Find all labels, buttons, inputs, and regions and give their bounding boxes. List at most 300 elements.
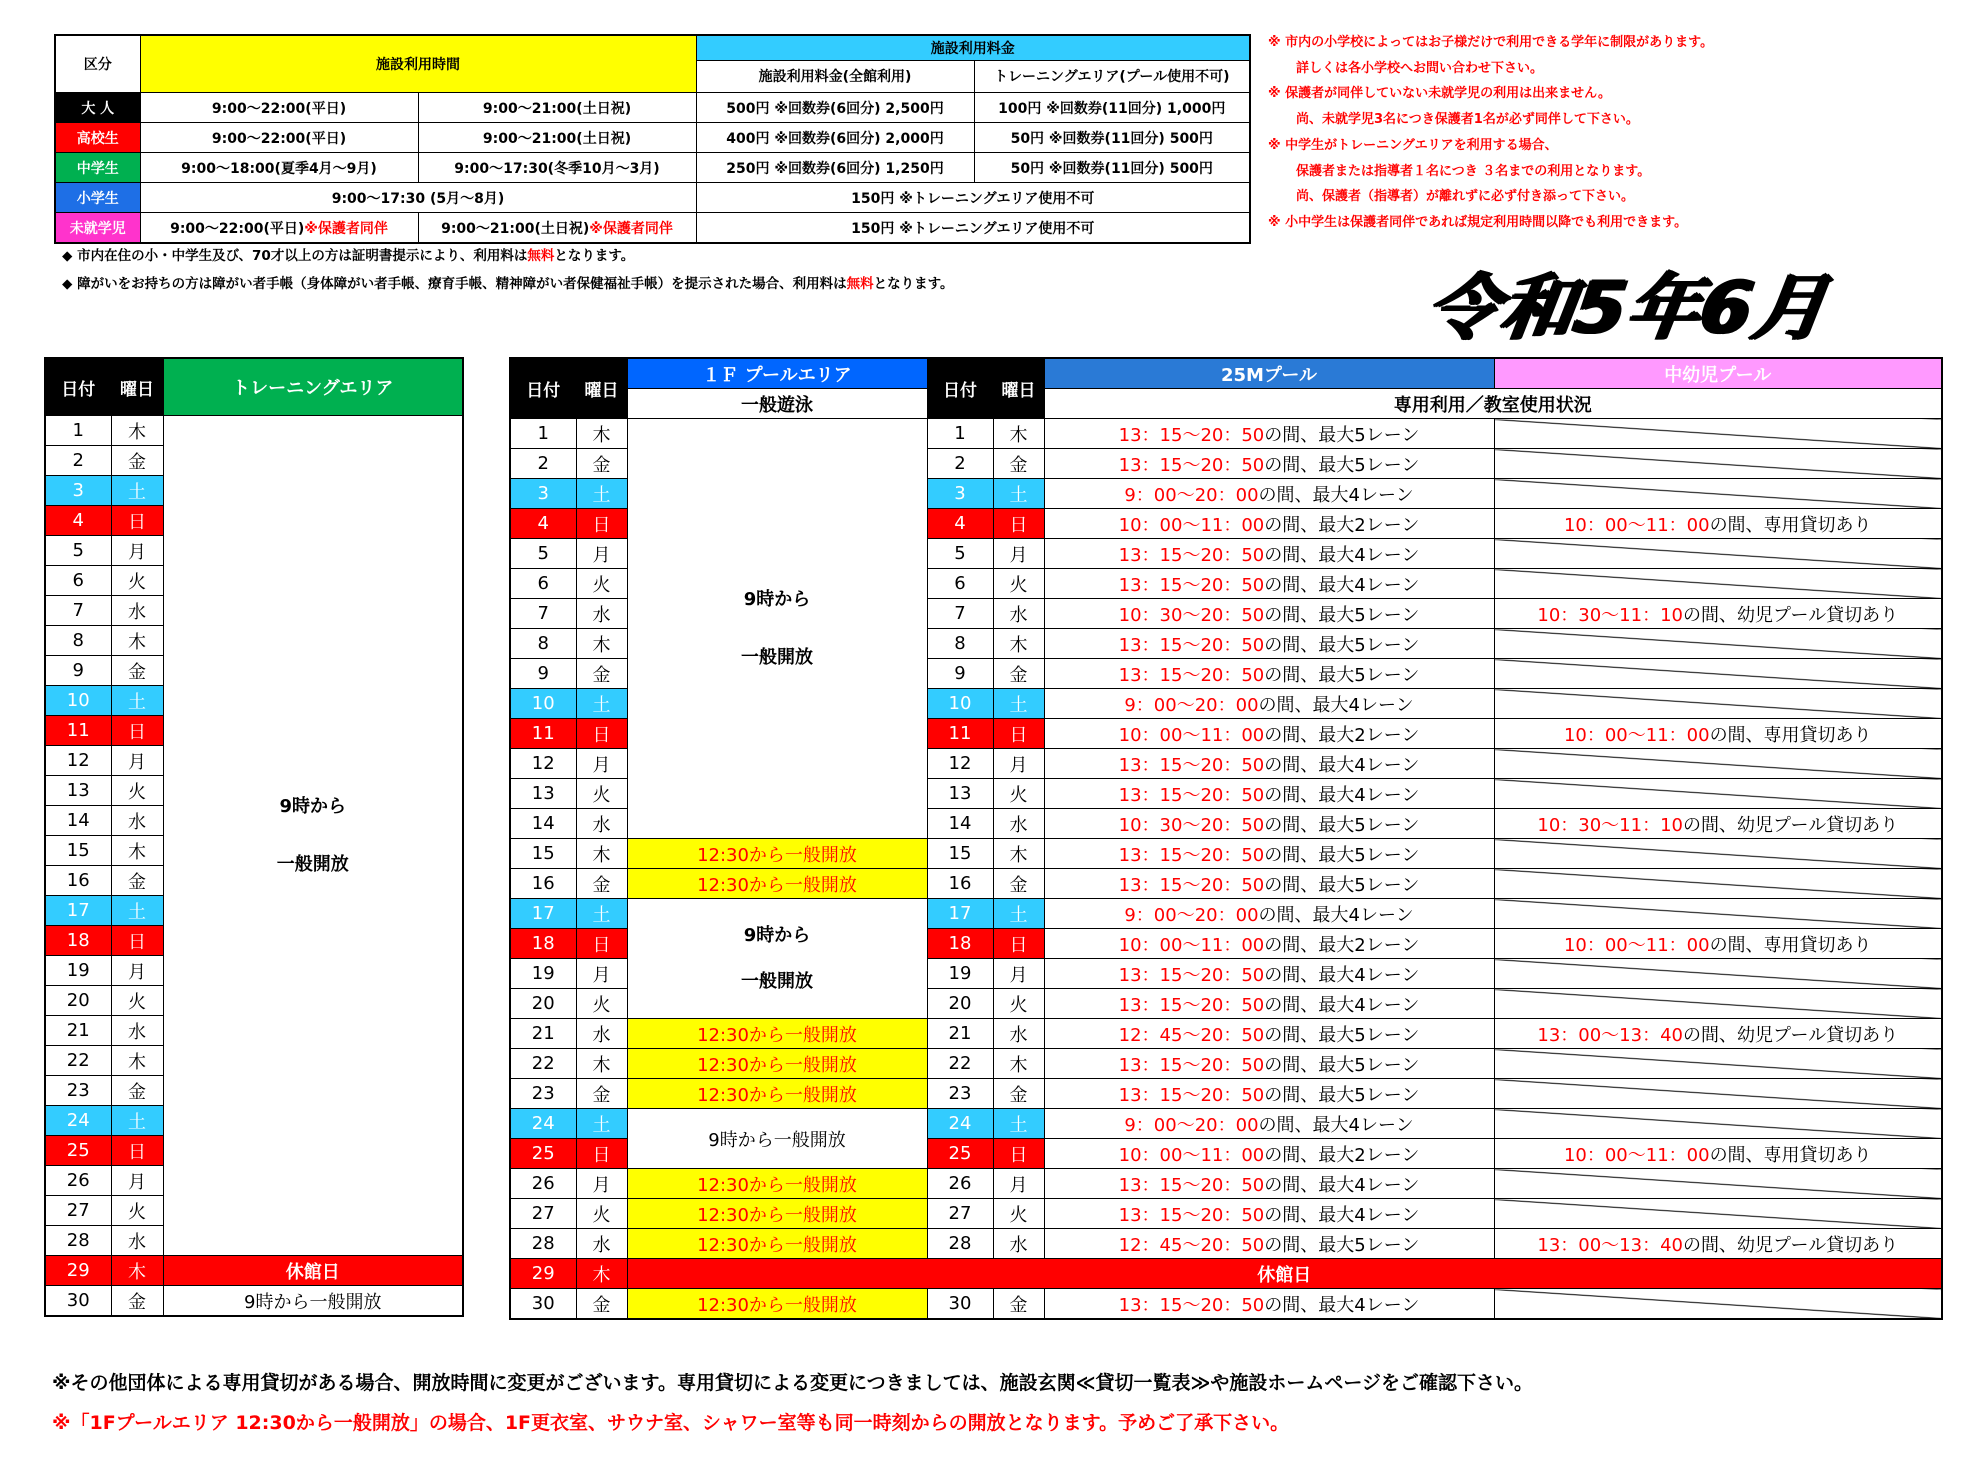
fee-training-header: トレーニングエリア(プール使用不可) [974,60,1250,92]
usage-lanes: の間、最大4レーン [1264,1174,1420,1196]
kids-pool-empty-cell [1494,749,1942,779]
weekday-cell: 水 [576,599,627,629]
date-cell: 22 [45,1046,111,1076]
date-cell: 6 [927,569,993,599]
usage-time: 10：00～11：00 [1118,724,1265,746]
weekday-cell: 日 [111,1136,163,1166]
weekday-cell: 金 [111,1286,163,1317]
weekday-cell: 火 [993,779,1044,809]
general-swim-header: 一般遊泳 [627,389,927,419]
usage-note: の間、幼児プール貸切あり [1683,1234,1899,1256]
weekday-cell: 月 [993,959,1044,989]
weekday-cell: 月 [993,1169,1044,1199]
fee-training: 50円 ※回数券(11回分) 500円 [974,153,1250,183]
date-cell: 30 [510,1289,576,1320]
weekday-cell: 金 [111,656,163,686]
usage-lanes: の間、最大5レーン [1264,1054,1420,1076]
weekday-cell: 土 [576,689,627,719]
weekday-cell: 日 [993,719,1044,749]
calendar-row [510,899,1942,929]
date-cell: 27 [510,1199,576,1229]
date-cell: 22 [927,1049,993,1079]
date-cell: 12 [510,749,576,779]
date-cell: 4 [510,509,576,539]
date-cell: 28 [45,1226,111,1256]
usage-time: 10：30～11：10 [1537,814,1683,836]
usage-lanes: の間、最大2レーン [1264,514,1420,536]
pool-25m-usage-cell [1044,719,1494,749]
weekday-cell: 金 [576,659,627,689]
usage-lanes: の間、最大5レーン [1264,1234,1420,1256]
kids-pool-empty-cell [1494,989,1942,1019]
usage-time: 13：15～20：50 [1118,664,1265,686]
weekday-cell: 月 [111,1166,163,1196]
usage-time: 13：15～20：50 [1118,544,1265,566]
general-swim-1230-cell: 12:30から一般開放 [627,1049,927,1079]
kids-pool-usage-cell [1494,1229,1942,1259]
fees-header: 施設利用料金 [696,35,1250,60]
usage-time: 13：15～20：50 [1118,874,1265,896]
weekday-cell: 水 [111,806,163,836]
date-cell: 23 [45,1076,111,1106]
calendar-row [510,1289,1942,1320]
weekday-cell: 木 [993,629,1044,659]
weekday-cell: 土 [993,899,1044,929]
note-text: ◆ 障がいをお持ちの方は障がい者手帳（身体障がい者手帳、療育手帳、精神障がい者保健福祉手帳）を提示された場合、利用料は [62,276,847,292]
weekday-cell: 木 [576,419,627,449]
general-swim-1230-cell: 12:30から一般開放 [627,1169,927,1199]
weekday-cell: 土 [111,476,163,506]
kids-pool-empty-cell [1494,839,1942,869]
free-label: 無料 [846,276,874,292]
month-title: 令和5年6月 [1421,266,1834,350]
calendar-row [45,1286,463,1317]
date-cell: 18 [927,929,993,959]
weekday-cell: 月 [993,749,1044,779]
kids-pool-empty-cell [1494,959,1942,989]
training-area-header: トレーニングエリア [163,358,463,416]
date-cell: 15 [927,839,993,869]
general-swim-1230-cell: 12:30から一般開放 [627,1229,927,1259]
weekday-cell: 水 [111,1016,163,1046]
pool-25m-usage-cell [1044,599,1494,629]
calendar-row [510,1049,1942,1079]
general-swim-1230-cell: 12:30から一般開放 [627,869,927,899]
calendar-row [510,869,1942,899]
weekday-cell: 土 [993,1109,1044,1139]
usage-status-header: 専用利用／教室使用状況 [1044,389,1942,419]
pool-25m-usage-cell [1044,1109,1494,1139]
usage-time: 10：30～20：50 [1118,814,1265,836]
note-line: 尚、未就学児3名につき保護者1名が必ず同伴して下さい。 [1296,112,1639,128]
date-cell: 27 [927,1199,993,1229]
weekday-cell: 木 [111,1256,163,1286]
weekday-cell: 金 [993,449,1044,479]
usage-time: 10：00～11：00 [1118,1144,1265,1166]
note-text: となります。 [554,248,635,264]
hours-text: 9:00～22:00(平日) [170,220,305,237]
hours-weekday: 9:00～22:00(平日) [140,123,418,153]
pool-25m-usage-cell [1044,779,1494,809]
weekday-cell: 火 [576,569,627,599]
weekday-cell: 木 [576,1259,627,1289]
usage-time: 12：45～20：50 [1118,1234,1265,1256]
usage-time: 13：15～20：50 [1118,754,1265,776]
weekday-cell: 月 [576,1169,627,1199]
kubun-header: 区分 [55,35,140,93]
day-header: 曜日 [111,358,163,416]
weekday-cell: 火 [111,986,163,1016]
weekday-cell: 日 [993,509,1044,539]
kids-pool-empty-cell [1494,869,1942,899]
usage-time: 10：30～11：10 [1537,604,1683,626]
pool-calendar [509,357,1943,1320]
date-cell: 30 [45,1286,111,1317]
date-cell: 8 [927,629,993,659]
pool-25m-header: 25Mプール [1044,358,1494,389]
date-cell: 7 [45,596,111,626]
note-line: ※ 小中学生は保護者同伴であれば規定利用時間以降でも利用できます。 [1268,214,1688,230]
pool-25m-usage-cell [1044,689,1494,719]
kids-pool-empty-cell [1494,1079,1942,1109]
weekday-cell: 木 [111,626,163,656]
kids-pool-empty-cell [1494,689,1942,719]
pool-25m-usage-cell [1044,1199,1494,1229]
general-swim-1230-cell: 12:30から一般開放 [627,1019,927,1049]
weekday-cell: 月 [576,959,627,989]
hours-weekday: 9:00～22:00(平日) [140,93,418,123]
weekday-cell: 水 [993,599,1044,629]
date-cell: 4 [45,506,111,536]
date-cell: 15 [45,836,111,866]
date-cell: 24 [927,1109,993,1139]
weekday-cell: 火 [576,779,627,809]
date-cell: 2 [45,446,111,476]
usage-time: 13：15～20：50 [1118,454,1265,476]
date-cell: 22 [510,1049,576,1079]
date-cell: 13 [510,779,576,809]
usage-note: の間、専用貸切あり [1709,514,1872,536]
pool-25m-usage-cell [1044,929,1494,959]
usage-lanes: の間、最大4レーン [1264,544,1420,566]
fee-training: 100円 ※回数券(11回分) 1,000円 [974,93,1250,123]
kids-pool-empty-cell [1494,539,1942,569]
usage-lanes: の間、最大5レーン [1264,454,1420,476]
weekday-cell: 水 [576,809,627,839]
weekday-cell: 金 [993,659,1044,689]
weekday-cell: 金 [576,1289,627,1320]
general-swim-open-cell [627,899,927,1019]
weekday-cell: 日 [111,506,163,536]
pool-25m-usage-cell [1044,1229,1494,1259]
free-note-residents [62,242,954,270]
date-header: 日付 [45,358,111,416]
note-line: 詳しくは各小学校へお問い合わせ下さい。 [1296,60,1544,76]
pool-25m-usage-cell [1044,749,1494,779]
kids-pool-usage-cell [1494,1139,1942,1169]
pool-25m-usage-cell [1044,899,1494,929]
usage-lanes: の間、最大2レーン [1264,724,1420,746]
hours-text: 9:00～21:00(土日祝) [441,220,590,237]
usage-lanes: の間、最大2レーン [1264,1144,1420,1166]
fee-training: 50円 ※回数券(11回分) 500円 [974,123,1250,153]
date-cell: 17 [45,896,111,926]
usage-lanes: の間、最大5レーン [1264,634,1420,656]
usage-lanes: の間、最大4レーン [1258,904,1414,926]
date-cell: 7 [927,599,993,629]
usage-lanes: の間、最大4レーン [1258,484,1414,506]
date-cell: 24 [45,1106,111,1136]
pool-25m-usage-cell [1044,959,1494,989]
date-cell: 11 [45,716,111,746]
weekday-cell: 金 [576,449,627,479]
guardian-note: ※保護者同伴 [589,220,673,237]
weekday-cell: 土 [576,899,627,929]
date-cell: 13 [45,776,111,806]
usage-time: 13：15～20：50 [1118,1084,1265,1106]
weekday-cell: 水 [576,1019,627,1049]
usage-note: の間、専用貸切あり [1709,934,1872,956]
date-cell: 11 [510,719,576,749]
pool-25m-usage-cell [1044,809,1494,839]
date-cell: 28 [510,1229,576,1259]
usage-time: 13：15～20：50 [1118,784,1265,806]
weekday-cell: 日 [111,926,163,956]
date-cell: 25 [45,1136,111,1166]
pool-25m-usage-cell [1044,1079,1494,1109]
training-open-cell [163,416,463,1256]
date-cell: 27 [45,1196,111,1226]
weekday-cell: 火 [111,776,163,806]
weekday-cell: 水 [576,1229,627,1259]
fee-row-preschool [55,213,1250,244]
date-cell: 9 [510,659,576,689]
date-cell: 8 [45,626,111,656]
weekday-cell: 水 [993,809,1044,839]
weekday-cell: 日 [993,929,1044,959]
usage-time: 13：00～13：40 [1537,1234,1683,1256]
date-cell: 6 [45,566,111,596]
date-cell: 14 [927,809,993,839]
category-label: 高校生 [55,123,140,153]
calendar-row [45,416,463,446]
date-cell: 26 [927,1169,993,1199]
usage-time: 13：15～20：50 [1118,1054,1265,1076]
weekday-cell: 火 [993,1199,1044,1229]
usage-lanes: の間、最大4レーン [1264,754,1420,776]
weekday-cell: 月 [111,956,163,986]
day-header: 曜日 [993,358,1044,419]
category-label: 大 人 [55,93,140,123]
date-cell: 16 [510,869,576,899]
date-cell: 8 [510,629,576,659]
weekday-cell: 木 [576,1049,627,1079]
usage-time: 10：30～20：50 [1118,604,1265,626]
date-header: 日付 [510,358,576,419]
notes-right [1268,30,1713,236]
category-label: 小学生 [55,183,140,213]
usage-time: 13：15～20：50 [1118,1294,1265,1316]
pool-25m-usage-cell [1044,1139,1494,1169]
weekday-cell: 木 [111,1046,163,1076]
usage-time: 9：00～20：00 [1124,484,1259,506]
weekday-cell: 日 [111,716,163,746]
pool-25m-usage-cell [1044,449,1494,479]
date-cell: 19 [510,959,576,989]
kids-pool-usage-cell [1494,1019,1942,1049]
usage-time: 10：00～11：00 [1118,934,1265,956]
open-line: 9時から [743,588,811,610]
open-line: 一般開放 [741,646,813,668]
weekday-cell: 金 [993,869,1044,899]
date-cell: 29 [510,1259,576,1289]
open-line: 一般開放 [276,853,349,875]
usage-time: 13：15～20：50 [1118,964,1265,986]
date-cell: 26 [510,1169,576,1199]
date-cell: 10 [927,689,993,719]
weekday-cell: 日 [576,929,627,959]
date-cell: 24 [510,1109,576,1139]
weekday-cell: 木 [576,839,627,869]
fee-all-header: 施設利用料金(全館利用) [696,60,974,92]
general-swim-1230-cell: 12:30から一般開放 [627,1289,927,1320]
usage-time: 13：15～20：50 [1118,1204,1265,1226]
weekday-cell: 火 [576,989,627,1019]
date-cell: 5 [510,539,576,569]
kids-pool-empty-cell [1494,449,1942,479]
usage-lanes: の間、最大4レーン [1264,964,1420,986]
training-calendar [44,357,464,1317]
usage-lanes: の間、最大5レーン [1264,844,1420,866]
usage-time: 12：45～20：50 [1118,1024,1265,1046]
fee: 150円 ※トレーニングエリア使用不可 [696,183,1250,213]
usage-lanes: の間、最大5レーン [1264,874,1420,896]
date-cell: 9 [927,659,993,689]
general-swim-1230-cell: 12:30から一般開放 [627,1079,927,1109]
weekday-cell: 木 [993,1049,1044,1079]
kids-pool-empty-cell [1494,1289,1942,1320]
usage-time: 10：00～11：00 [1563,514,1710,536]
usage-lanes: の間、最大4レーン [1264,994,1420,1016]
weekday-cell: 火 [993,989,1044,1019]
note-line: 保護者または指導者１名につき ３名までの利用となります。 [1296,163,1651,179]
general-swim-open-cell: 9時から一般開放 [627,1109,927,1169]
footer-note-2: ※「1Fプールエリア 12:30から一般開放」の場合、1F更衣室、サウナ室、シャワー室等も同一時刻からの開放となります。予めご了承下さい。 [52,1412,1290,1434]
kids-pool-empty-cell [1494,1109,1942,1139]
hours-weekend: 9:00～21:00(土日祝) [418,93,696,123]
calendar-row [45,1256,463,1286]
date-cell: 20 [45,986,111,1016]
free-label: 無料 [527,248,555,264]
pool-area-header: １Ｆ プールエリア [627,358,927,389]
kids-pool-empty-cell [1494,1199,1942,1229]
date-cell: 15 [510,839,576,869]
date-cell: 30 [927,1289,993,1320]
weekday-cell: 木 [993,419,1044,449]
date-cell: 17 [927,899,993,929]
weekday-cell: 火 [576,1199,627,1229]
open-line: 9時から [279,795,347,817]
date-cell: 25 [927,1139,993,1169]
weekday-cell: 火 [111,566,163,596]
usage-lanes: の間、最大5レーン [1264,1024,1420,1046]
calendar-row [510,1229,1942,1259]
usage-lanes: の間、最大4レーン [1264,1204,1420,1226]
kids-pool-empty-cell [1494,779,1942,809]
guardian-note: ※保護者同伴 [304,220,388,237]
kids-pool-empty-cell [1494,479,1942,509]
general-swim-1230-cell: 12:30から一般開放 [627,1199,927,1229]
date-cell: 1 [927,419,993,449]
weekday-cell: 木 [993,839,1044,869]
notes-bottom [62,242,954,298]
date-cell: 26 [45,1166,111,1196]
usage-lanes: の間、最大4レーン [1258,1114,1414,1136]
closed-day-cell: 休館日 [627,1259,1942,1289]
hours-winter: 9:00～17:30(冬季10月～3月) [418,153,696,183]
general-swim-1230-cell: 12:30から一般開放 [627,839,927,869]
weekday-cell: 金 [111,1076,163,1106]
usage-note: の間、幼児プール貸切あり [1683,814,1899,836]
kids-pool-empty-cell [1494,419,1942,449]
hours-weekend: 9:00～21:00(土日祝) [418,123,696,153]
weekday-cell: 月 [576,539,627,569]
date-cell: 12 [45,746,111,776]
date-cell: 1 [510,419,576,449]
weekday-cell: 金 [993,1079,1044,1109]
date-cell: 2 [510,449,576,479]
usage-lanes: の間、最大4レーン [1264,784,1420,806]
weekday-cell: 水 [111,596,163,626]
hours-header: 施設利用時間 [140,35,696,93]
date-cell: 3 [927,479,993,509]
note-text: ◆ 市内在住の小・中学生及び、70才以上の方は証明書提示により、利用料は [62,248,528,264]
date-cell: 6 [510,569,576,599]
pool-25m-usage-cell [1044,539,1494,569]
weekday-cell: 金 [993,1289,1044,1320]
fee-row-adult [55,93,1250,123]
date-cell: 4 [927,509,993,539]
usage-lanes: の間、最大4レーン [1264,1294,1420,1316]
usage-note: の間、専用貸切あり [1709,1144,1872,1166]
pool-25m-usage-cell [1044,989,1494,1019]
usage-lanes: の間、最大5レーン [1264,664,1420,686]
date-cell: 19 [927,959,993,989]
weekday-cell: 土 [576,1109,627,1139]
training-open-cell: 9時から一般開放 [163,1286,463,1317]
note-line: ※ 中学生がトレーニングエリアを利用する場合、 [1268,137,1558,153]
usage-time: 13：15～20：50 [1118,1174,1265,1196]
pool-25m-usage-cell [1044,569,1494,599]
open-line: 9時から [743,924,811,946]
calendar-row [510,1199,1942,1229]
weekday-cell: 日 [576,719,627,749]
usage-time: 10：00～11：00 [1563,1144,1710,1166]
pool-25m-usage-cell [1044,869,1494,899]
usage-time: 13：15～20：50 [1118,844,1265,866]
weekday-cell: 月 [576,749,627,779]
weekday-cell: 土 [993,479,1044,509]
pool-25m-usage-cell [1044,1049,1494,1079]
calendar-row [510,839,1942,869]
weekday-cell: 水 [111,1226,163,1256]
date-cell: 10 [45,686,111,716]
usage-time: 10：00～11：00 [1118,514,1265,536]
usage-note: の間、専用貸切あり [1709,724,1872,746]
date-cell: 25 [510,1139,576,1169]
note-line: 尚、保護者（指導者）が離れずに必ず付き添って下さい。 [1296,189,1635,205]
usage-note: の間、幼児プール貸切あり [1683,1024,1899,1046]
